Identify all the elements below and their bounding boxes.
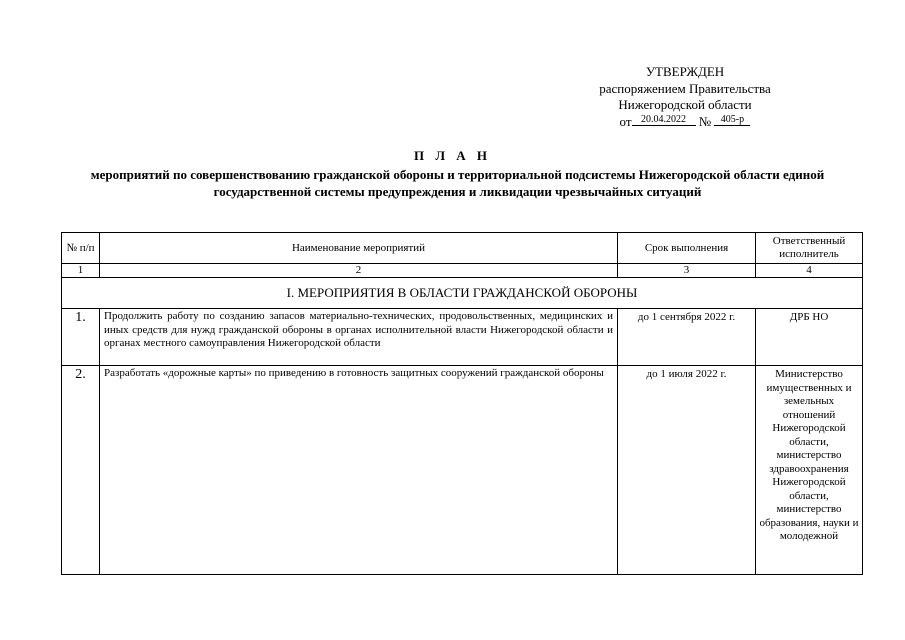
document-subtitle: мероприятий по совершенствованию гражданской обороны и территориальной подсистемы Нижегородской области единой государственной системы предупреждения и ликвидации чрезвычайных ситуаций bbox=[90, 167, 825, 199]
header-name: Наименование мероприятий bbox=[100, 233, 618, 264]
approval-date-row bbox=[560, 114, 810, 131]
row-term: до 1 июля 2022 г. bbox=[618, 366, 756, 575]
approval-line-order: распоряжением Правительства bbox=[599, 80, 771, 96]
row-term: до 1 сентября 2022 г. bbox=[618, 309, 756, 366]
date-prefix: от bbox=[619, 113, 632, 129]
approval-date: 20.04.2022 bbox=[632, 114, 696, 126]
header-term: Срок выполнения bbox=[618, 233, 756, 264]
column-number-row bbox=[62, 264, 863, 278]
table-row bbox=[62, 366, 863, 575]
table-row bbox=[62, 309, 863, 366]
column-number: 4 bbox=[756, 264, 863, 278]
column-number: 3 bbox=[618, 264, 756, 278]
row-executor: Министерство имущественных и земельных отношений Нижегородской области, министерство здравоохранения Нижегородской области, министерство образования, науки и молодежной bbox=[756, 366, 863, 575]
column-number: 1 bbox=[62, 264, 100, 278]
table-header-row bbox=[62, 233, 863, 264]
column-number: 2 bbox=[100, 264, 618, 278]
approval-number: 405-р bbox=[714, 114, 750, 126]
document-title: П Л А Н bbox=[413, 148, 492, 163]
row-num: 2. bbox=[62, 366, 100, 575]
row-num: 1. bbox=[62, 309, 100, 366]
row-executor: ДРБ НО bbox=[756, 309, 863, 366]
approval-line-region: Нижегородской области bbox=[618, 97, 752, 112]
header-executor: Ответственный исполнитель bbox=[756, 233, 863, 264]
approval-heading: УТВЕРЖДЕН bbox=[645, 64, 725, 79]
approval-stamp bbox=[560, 64, 810, 130]
row-name: Продолжить работу по созданию запасов материально-технических, продовольственных, медицинских и иных средств для нужд гражданской обороны в органах исполнительной власти Нижегородской области и органах местного самоуправления Нижегородской области bbox=[100, 309, 618, 366]
row-name: Разработать «дорожные карты» по приведению в готовность защитных сооружений гражданской обороны bbox=[100, 366, 618, 575]
number-prefix: № bbox=[698, 113, 712, 129]
section-title: I. МЕРОПРИЯТИЯ В ОБЛАСТИ ГРАЖДАНСКОЙ ОБОРОНЫ bbox=[62, 278, 863, 309]
section-row bbox=[62, 278, 863, 309]
plan-table bbox=[61, 232, 863, 575]
header-num: № п/п bbox=[62, 233, 100, 264]
